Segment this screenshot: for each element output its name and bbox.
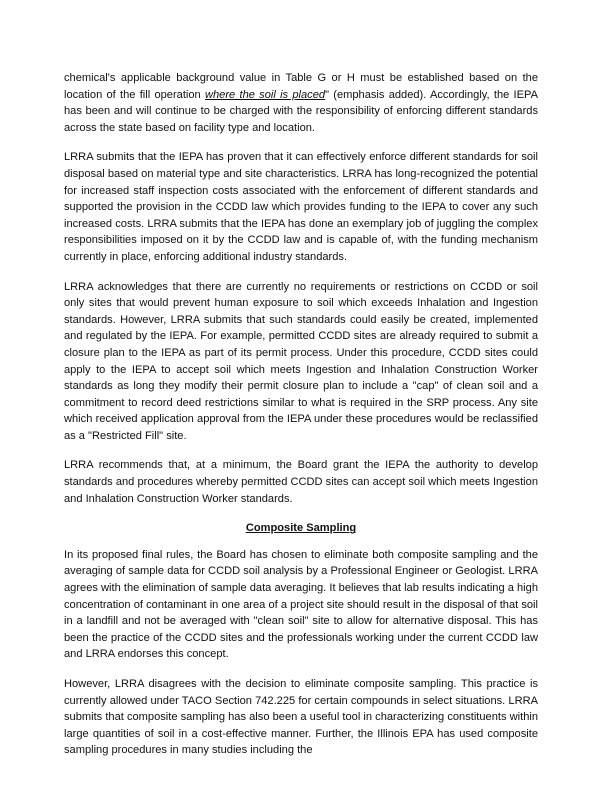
document-page xyxy=(64,70,538,772)
emphasized-phrase: where the soil is placed xyxy=(205,88,326,101)
paragraph-background-value xyxy=(64,70,538,136)
paragraph-recommendation: LRRA recommends that, at a minimum, the Board grant the IEPA the authority to develop standards and procedures whereby permitted CCDD sites can accept soil which meets Ingestion and Inhalation Construction Worker standards. xyxy=(64,459,538,505)
paragraph-enforcement: LRRA submits that the IEPA has proven that it can effectively enforce different standards for soil disposal based on material type and site characteristics. LRRA has long-recognized the potential for increased staff inspection costs associated with the enforcement of different standards and supported the provision in the CCDD law which provides funding to the IEPA to cover any such increased costs. LRRA submits that the IEPA has done an exemplary job of juggling the complex responsibilities imposed on it by the CCDD law and is capable of, with the funding mechanism currently in place, enforcing additional industry standards. xyxy=(64,151,538,263)
paragraph-composite-sampling-2: However, LRRA disagrees with the decision to eliminate composite sampling. This practice is currently allowed under TACO Section 742.225 for certain compounds in select situations. LRRA submits that composite sampling has also been a useful tool in characterizing constituents within large quantities of soil in a cost-effective manner. Further, the Illinois EPA has used composite sampling procedures in many studies including the xyxy=(64,678,538,757)
paragraph-text-start: chemical's applicable background value in Table G or H must be established based on the location of the fill operation xyxy=(64,72,538,101)
section-heading-composite-sampling: Composite Sampling xyxy=(245,522,357,535)
paragraph-restrictions: LRRA acknowledges that there are currently no requirements or restrictions on CCDD or soil only sites that would prevent human exposure to soil which exceeds Inhalation and Ingestion standards. However, LRRA submits that such standards could easily be created, implemented and regulated by the IEPA. For example, permitted CCDD sites are already required to submit a closure plan to the IEPA as part of its permit process. Under this procedure, CCDD sites could apply to the IEPA to accept soil which meets Ingestion and Inhalation Construction Worker standards as long they modify their permit closure plan to include a "cap" of clean soil and a commitment to record deed restrictions similar to what is required in the SRP process. Any site which received application approval from the IEPA under these procedures would be reclassified as a "Restricted Fill" site. xyxy=(64,280,538,442)
paragraph-text-end: " (emphasis added). Accordingly, the IEPA has been and will continue to be charged with the responsibility of enforcing different standards across the state based on facility type and location. xyxy=(64,88,539,134)
paragraph-composite-sampling-1: In its proposed final rules, the Board has chosen to eliminate both composite sampling and the averaging of sample data for CCDD soil analysis by a Professional Engineer or Geologist. LRRA agrees with the elimination of sample data averaging. It believes that lab results indicating a high concentration of contaminant in one area of a project site should result in the disposal of that soil in a landfill and not be averaged with "clean soil" site to allow for alternative disposal. This has been the practice of the CCDD sites and the professionals working under the current CCDD law and LRRA endorses this concept. xyxy=(64,548,538,661)
